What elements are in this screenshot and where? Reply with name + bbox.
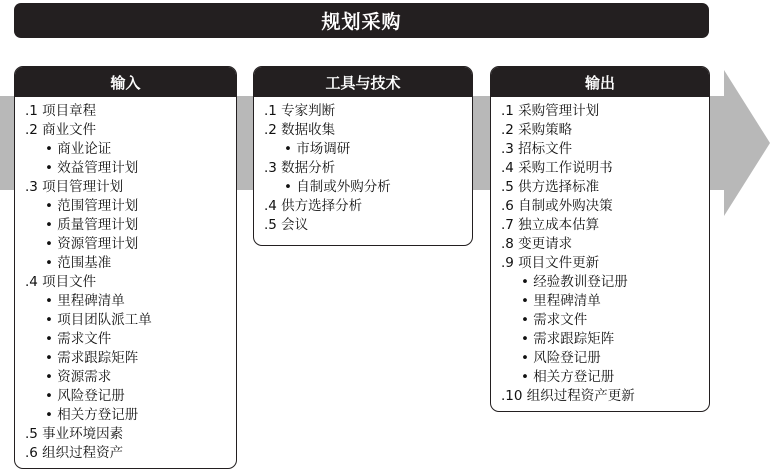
list-sub-item: • 质量管理计划 (25, 216, 236, 235)
list-sub-item: • 需求跟踪矩阵 (25, 349, 236, 368)
list-sub-item: • 需求文件 (501, 311, 709, 330)
list-item: .1 项目章程 (25, 103, 97, 119)
list-item: .6 组织过程资产 (25, 445, 124, 461)
inputs-list (15, 97, 236, 463)
outputs-heading: 输出 (491, 67, 709, 97)
list-item: .8 变更请求 (501, 236, 573, 252)
inputs-heading: 输入 (15, 67, 236, 97)
list-item: .7 独立成本估算 (501, 217, 600, 233)
list-sub-item: • 风险登记册 (25, 387, 236, 406)
list-item: .1 采购管理计划 (501, 103, 600, 119)
list-item: .1 专家判断 (264, 103, 336, 119)
list-item: .2 商业文件 (25, 122, 97, 138)
list-sub-item: • 里程碑清单 (501, 292, 709, 311)
list-sub-item: • 自制或外购分析 (264, 178, 472, 197)
list-item: .2 采购策略 (501, 122, 573, 138)
list-sub-item: • 市场调研 (264, 140, 472, 159)
list-item: .5 事业环境因素 (25, 426, 124, 442)
list-sub-item: • 相关方登记册 (25, 406, 236, 425)
list-sub-item: • 项目团队派工单 (25, 311, 236, 330)
list-sub-item: • 风险登记册 (501, 349, 709, 368)
list-item: .5 供方选择标准 (501, 179, 600, 195)
list-item: .3 数据分析 (264, 160, 336, 176)
list-sub-item: • 里程碑清单 (25, 292, 236, 311)
list-sub-item: • 范围管理计划 (25, 197, 236, 216)
list-sub-item: • 效益管理计划 (25, 159, 236, 178)
outputs-list (491, 97, 709, 406)
diagram-title: 规划采购 (14, 3, 709, 38)
inputs-box (14, 66, 237, 469)
tools-box (253, 66, 473, 246)
list-sub-item: • 经验教训登记册 (501, 273, 709, 292)
list-item: .4 项目文件 (25, 274, 97, 290)
list-sub-item: • 资源需求 (25, 368, 236, 387)
list-item: .5 会议 (264, 217, 309, 233)
list-sub-item: • 需求跟踪矩阵 (501, 330, 709, 349)
tools-list (254, 97, 472, 235)
list-item: .4 供方选择分析 (264, 198, 363, 214)
list-item: .2 数据收集 (264, 122, 336, 138)
list-item: .10 组织过程资产更新 (501, 388, 635, 404)
list-sub-item: • 相关方登记册 (501, 368, 709, 387)
list-item: .4 采购工作说明书 (501, 160, 613, 176)
list-sub-item: • 资源管理计划 (25, 235, 236, 254)
list-item: .3 招标文件 (501, 141, 573, 157)
list-sub-item: • 范围基准 (25, 254, 236, 273)
list-item: .9 项目文件更新 (501, 255, 600, 271)
outputs-box (490, 66, 710, 412)
list-item: .3 项目管理计划 (25, 179, 124, 195)
list-sub-item: • 需求文件 (25, 330, 236, 349)
list-sub-item: • 商业论证 (25, 140, 236, 159)
list-item: .6 自制或外购决策 (501, 198, 613, 214)
tools-heading: 工具与技术 (254, 67, 472, 97)
